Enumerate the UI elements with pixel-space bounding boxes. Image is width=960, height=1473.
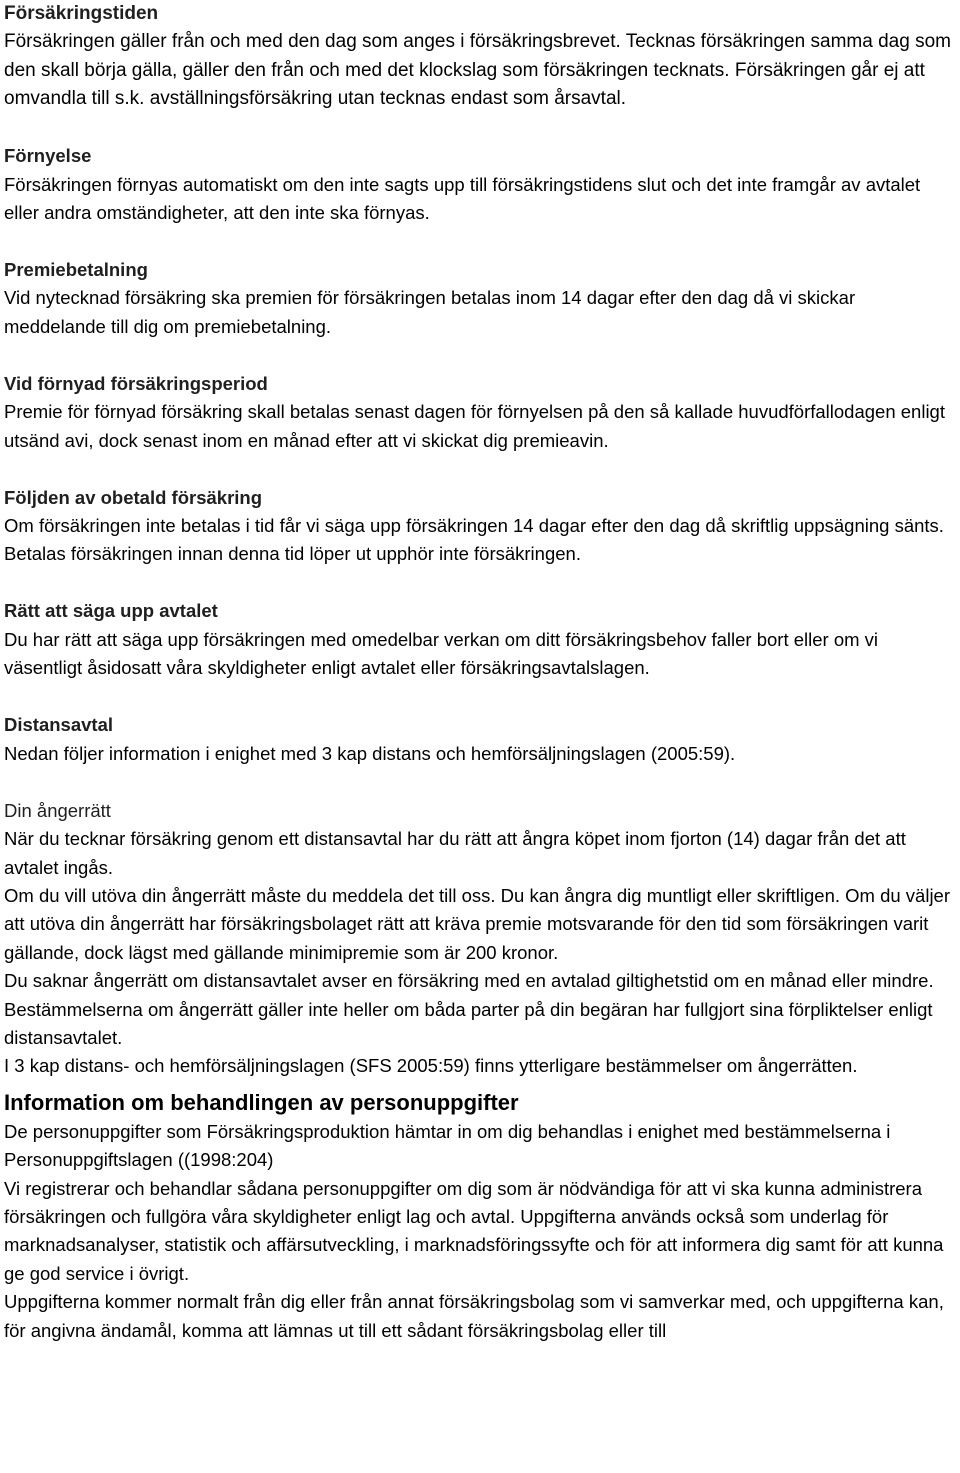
section-paragraph: Vi registrerar och behandlar sådana personuppgifter om dig som är nödvändiga för att vi ska kunna administrera försäkringen och fullgöra våra skyldigheter enligt lag och avtal. Uppgifterna används också som underlag för marknadsanalyser, statistik och affärsutveckling, i marknadsföringssyfte och för att informera dig samt för att kunna ge god service i övrigt. — [4, 1177, 944, 1284]
section-paragraph: De personuppgifter som Försäkringsproduktion hämtar in om dig behandlas i enighet med bestämmelserna i Personuppgiftslagen ((1998:204) — [4, 1120, 891, 1171]
section-heading: Din ångerrätt — [4, 799, 111, 821]
section-heading: Vid förnyad försäkringsperiod — [4, 372, 268, 394]
section-heading: Information om behandlingen av personuppgifter — [4, 1089, 519, 1115]
section-paragraph: Om försäkringen inte betalas i tid får vi säga upp försäkringen 14 dagar efter den dag då skriftlig uppsägning sänts. Betalas försäkringen innan denna tid löper ut upphör inte försäkringen. — [4, 515, 944, 565]
section-paragraph: Bestämmelserna om ångerrätt gäller inte heller om båda parter på din begäran har fullgjort sina förpliktelser enligt distansavtalet. — [4, 998, 933, 1048]
section-obetald-forsakring — [4, 484, 958, 569]
section-heading: Följden av obetald försäkring — [4, 486, 263, 508]
section-paragraph: Om du vill utöva din ångerrätt måste du meddela det till oss. Du kan ångra dig muntligt eller skriftligen. Om du väljer att utöva din ångerrätt har försäkringsbolaget rätt att kräva premie motsvarande för den tid som försäkringen varit gällande, dock lägst med gällande minimipremie som är 200 kronor. — [4, 884, 951, 963]
section-heading: Försäkringstiden — [4, 3, 159, 24]
section-paragraph: Nedan följer information i enighet med 3 kap distans och hemförsäljningslagen (2005:59). — [4, 742, 736, 764]
section-fornyad-forsakringsperiod — [4, 370, 958, 455]
section-paragraph: Uppgifterna kommer normalt från dig eller från annat försäkringsbolag som vi samverkar med, och uppgifterna kan, för angivna ändamål, komma att lämnas ut till ett sådant försäkringsbolag eller till — [4, 1291, 944, 1341]
section-paragraph: Premie för förnyad försäkring skall betalas senast dagen för förnyelsen på den så kallade huvudförfallodagen enligt utsänd avi, dock senast inom en månad efter att vi skickat dig premieavin. — [4, 401, 945, 451]
section-personuppgifter — [4, 1087, 958, 1345]
section-paragraph: Försäkringen gäller från och med den dag som anges i försäkringsbrevet. Tecknas försäkringen samma dag som den skall börja gälla, gäller den från och med det klockslag som försäkringen tecknats. Försäkringen går ej att omvandla till s.k. avställningsförsäkring utan tecknas endast som årsavtal. — [4, 31, 951, 110]
section-premiebetalning — [4, 256, 958, 341]
section-heading: Rätt att säga upp avtalet — [4, 600, 218, 622]
section-paragraph: Vid nytecknad försäkring ska premien för försäkringen betalas inom 14 dagar efter den dag då vi skickar meddelande till dig om premiebetalning. — [4, 287, 856, 337]
section-paragraph: Försäkringen förnyas automatiskt om den inte sagts upp till försäkringstidens slut och det inte framgår av avtalet eller andra omständigheter, att den inte ska förnyas. — [4, 173, 921, 224]
section-ratt-att-saga-upp — [4, 597, 958, 682]
section-forsakringstiden — [4, 0, 958, 114]
section-heading: Premiebetalning — [4, 259, 148, 281]
section-fornyelse — [4, 142, 958, 227]
section-paragraph: När du tecknar försäkring genom ett distansavtal har du rätt att ångra köpet inom fjorton (14) dagar från det att avtalet ingås. — [4, 828, 906, 878]
section-paragraph: Du saknar ångerrätt om distansavtalet avser en försäkring med en avtalad giltighetstid om en månad eller mindre. — [4, 970, 934, 992]
section-angerratt — [4, 797, 958, 1081]
section-paragraph: Du har rätt att säga upp försäkringen med omedelbar verkan om ditt försäkringsbehov faller bort eller om vi väsentligt åsidosatt våra skyldigheter enligt avtalet eller försäkringsavtalslagen. — [4, 628, 879, 679]
document-page — [4, 0, 958, 1345]
section-distansavtal — [4, 711, 958, 768]
section-paragraph: I 3 kap distans- och hemförsäljningslagen (SFS 2005:59) finns ytterligare bestämmelser om ångerrätten. — [4, 1055, 858, 1077]
section-heading: Förnyelse — [4, 145, 92, 167]
section-heading: Distansavtal — [4, 714, 113, 736]
